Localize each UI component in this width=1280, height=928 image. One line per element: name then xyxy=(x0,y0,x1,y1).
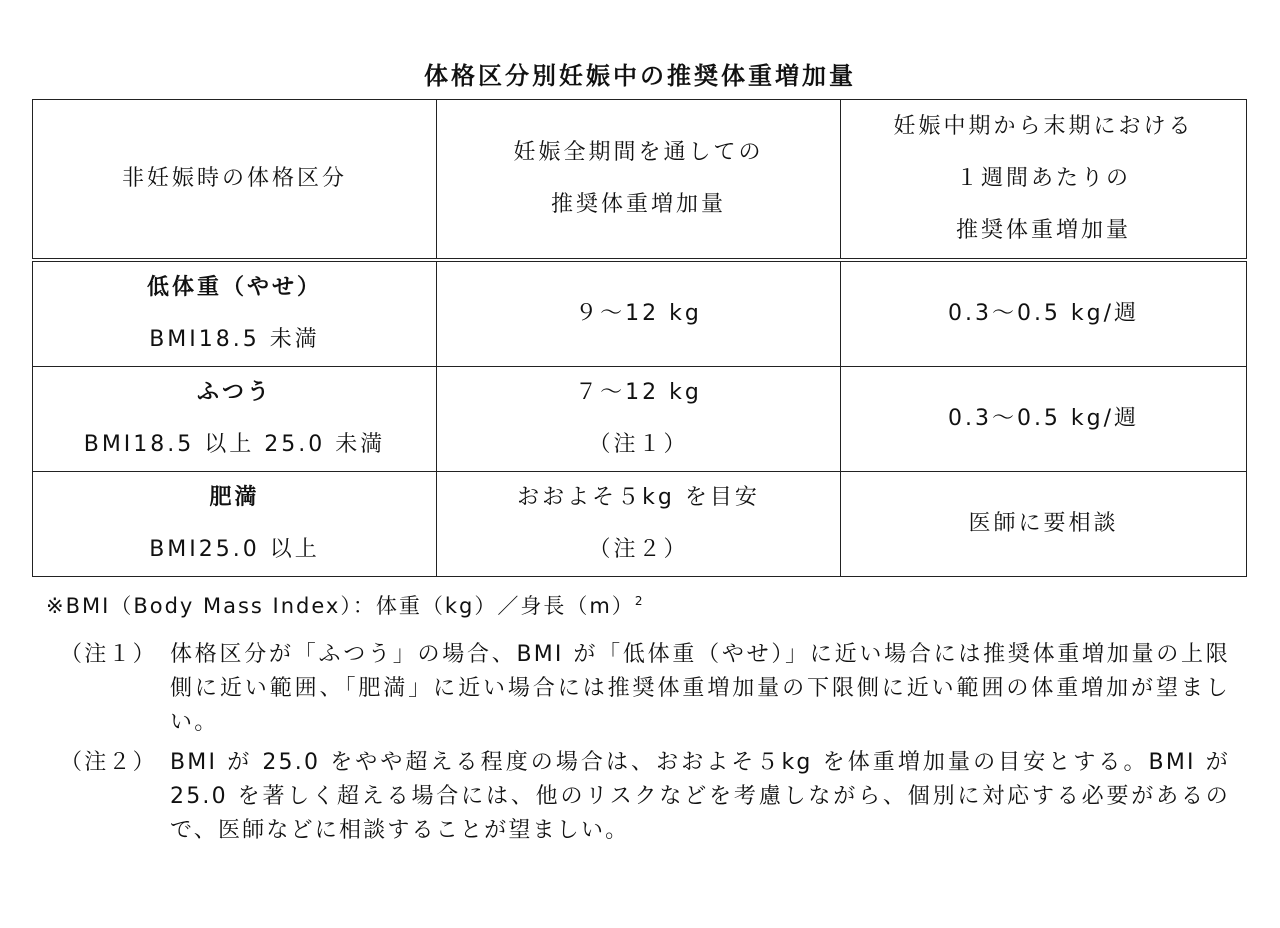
bmi-definition-note xyxy=(46,590,644,620)
weekly-gain-cell xyxy=(841,367,1247,472)
category-cell xyxy=(33,472,437,577)
footnote-label: （注２） xyxy=(60,750,157,775)
footnote-label: （注１） xyxy=(60,642,157,667)
page-title: 体格区分別妊娠中の推奨体重増加量 xyxy=(424,62,856,90)
weekly-gain-cell xyxy=(841,260,1247,367)
total-gain-cell xyxy=(437,472,841,577)
category-label: ふつう xyxy=(196,380,272,405)
table-row-obese xyxy=(33,472,1247,577)
footnote-2 xyxy=(60,746,1230,848)
footnote-text: BMI が 25.0 をやや超える程度の場合は、おおよそ５kg を体重増加量の目安とする。BMI が 25.0 を著しく超える場合には、他のリスクなどを考慮しながら、個別に対応する必要があるので、医師などに相談することが望ましい。 xyxy=(170,750,1230,843)
header-cell-total-gain xyxy=(437,100,841,261)
total-gain-value: ７～12 kg xyxy=(575,380,702,405)
total-gain-cell xyxy=(437,260,841,367)
total-gain-value: おおよそ５kg を目安 xyxy=(517,485,760,510)
bmi-range: BMI25.0 以上 xyxy=(149,537,320,562)
footnote-text: 体格区分が「ふつう」の場合、BMI が「低体重（やせ）」に近い場合には推奨体重増加量の上限側に近い範囲、「肥満」に近い場合には推奨体重増加量の下限側に近い範囲の体重増加が望ましい。 xyxy=(170,642,1230,735)
category-label: 肥満 xyxy=(209,485,260,510)
weight-gain-table xyxy=(32,99,1247,577)
bmi-range: BMI18.5 以上 25.0 未満 xyxy=(83,432,386,457)
table-header-row xyxy=(33,100,1247,261)
total-gain-cell xyxy=(437,367,841,472)
header-category-line: 非妊娠時の体格区分 xyxy=(121,166,347,191)
header-weekly-line-2: １週間あたりの xyxy=(955,166,1131,191)
weekly-gain-cell xyxy=(841,472,1247,577)
category-cell xyxy=(33,367,437,472)
header-cell-category xyxy=(33,100,437,261)
category-label: 低体重（やせ） xyxy=(146,275,322,300)
table-row-normal xyxy=(33,367,1247,472)
header-weekly-line-3: 推奨体重増加量 xyxy=(955,218,1131,243)
bmi-definition-superscript: 2 xyxy=(634,594,645,608)
weekly-gain-value: 0.3～0.5 kg/週 xyxy=(947,406,1140,431)
weekly-gain-value: 0.3～0.5 kg/週 xyxy=(947,301,1140,326)
table-row-underweight xyxy=(33,260,1247,367)
header-total-line-2: 推奨体重増加量 xyxy=(550,192,726,217)
bmi-range: BMI18.5 未満 xyxy=(149,327,320,352)
total-gain-value: ９～12 kg xyxy=(575,301,702,326)
bmi-definition-text: ※BMI（Body Mass Index）：体重（kg）／身長（m） xyxy=(46,594,635,618)
total-gain-note-ref: （注２） xyxy=(588,537,689,562)
header-total-line-1: 妊娠全期間を通しての xyxy=(513,140,764,165)
header-cell-weekly-gain xyxy=(841,100,1247,261)
header-weekly-line-1: 妊娠中期から末期における xyxy=(893,114,1194,139)
category-cell xyxy=(33,260,437,367)
footnote-1 xyxy=(60,638,1230,740)
total-gain-note-ref: （注１） xyxy=(588,432,689,457)
weekly-gain-value: 医師に要相談 xyxy=(968,511,1119,536)
